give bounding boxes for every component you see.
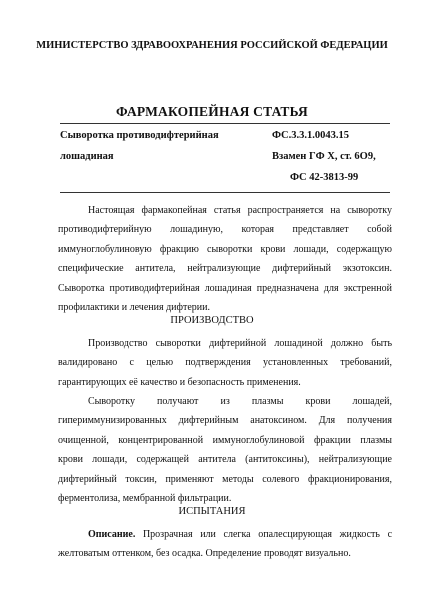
product-name-line1: Сыворотка противодифтерийная <box>60 130 219 141</box>
intro-line: специфические антитела, нейтрализующие дифтерийный экзотоксин. <box>58 263 392 275</box>
intro-line: профилактики и лечения дифтерии. <box>58 302 211 314</box>
section-heading-production: ПРОИЗВОДСТВО <box>170 315 254 326</box>
production-paragraph-1 <box>58 334 392 392</box>
description-label: Описание. <box>88 529 136 540</box>
production-line: гарантирующих её качество и безопасность применения. <box>58 376 301 388</box>
production-line: очищенной, концентрированной иммуноглобулиновой фракции плазмы <box>58 434 392 446</box>
intro-line: иммуноглобулиновую фракцию сыворотки крови лошади, содержащую <box>58 243 392 255</box>
production-line: Производство сыворотки дифтерийной лошадиной должно быть <box>88 338 392 349</box>
production-line: дифтерийный токсин, применяют методы солевого фракционирования, <box>58 473 392 485</box>
document-title: ФАРМАКОПЕЙНАЯ СТАТЬЯ <box>116 104 308 119</box>
intro-line: Настоящая фармакопейная статья распространяется на сыворотку <box>88 205 392 216</box>
product-name-line2: лошадиная <box>60 151 114 162</box>
production-line: валидировано с целью подтверждения установленных требований, <box>58 357 392 369</box>
description-paragraph <box>58 525 392 564</box>
title-rule <box>60 123 390 124</box>
section-heading-tests: ИСПЫТАНИЯ <box>178 506 246 517</box>
meta-rule <box>60 192 390 193</box>
production-paragraph-2 <box>58 392 392 508</box>
replaces-line2: ФС 42-3813-99 <box>290 172 359 183</box>
intro-paragraph <box>58 201 392 317</box>
production-line: крови лошади, содержащей антитела (антитоксины), нейтрализующие <box>58 454 392 466</box>
monograph-code: ФС.3.3.1.0043.15 <box>272 130 349 141</box>
replaces-line1: Взамен ГФ X, ст. 6О9, <box>272 151 376 162</box>
description-text: Прозрачная или слегка опалесцирующая жидкость с <box>142 529 393 540</box>
production-line: Сыворотку получают из плазмы крови лошадей, <box>88 396 392 407</box>
ministry-heading: МИНИСТЕРСТВО ЗДРАВООХРАНЕНИЯ РОССИЙСКОЙ ФЕДЕРАЦИИ <box>36 40 388 51</box>
intro-line: противодифтерийную лошадиную, которая представляет собой <box>58 224 392 236</box>
description-line: желтоватым оттенком, без осадка. Определение проводят визуально. <box>58 548 351 560</box>
production-line: гипериммунизированных дифтерийным анатоксином. Для получения <box>58 415 392 427</box>
description-line <box>58 525 392 544</box>
intro-line: Сыворотка противодифтерийная лошадиная предназначена для экстренной <box>58 282 392 294</box>
production-line: ферментолиза, мембранной фильтрации. <box>58 493 232 505</box>
